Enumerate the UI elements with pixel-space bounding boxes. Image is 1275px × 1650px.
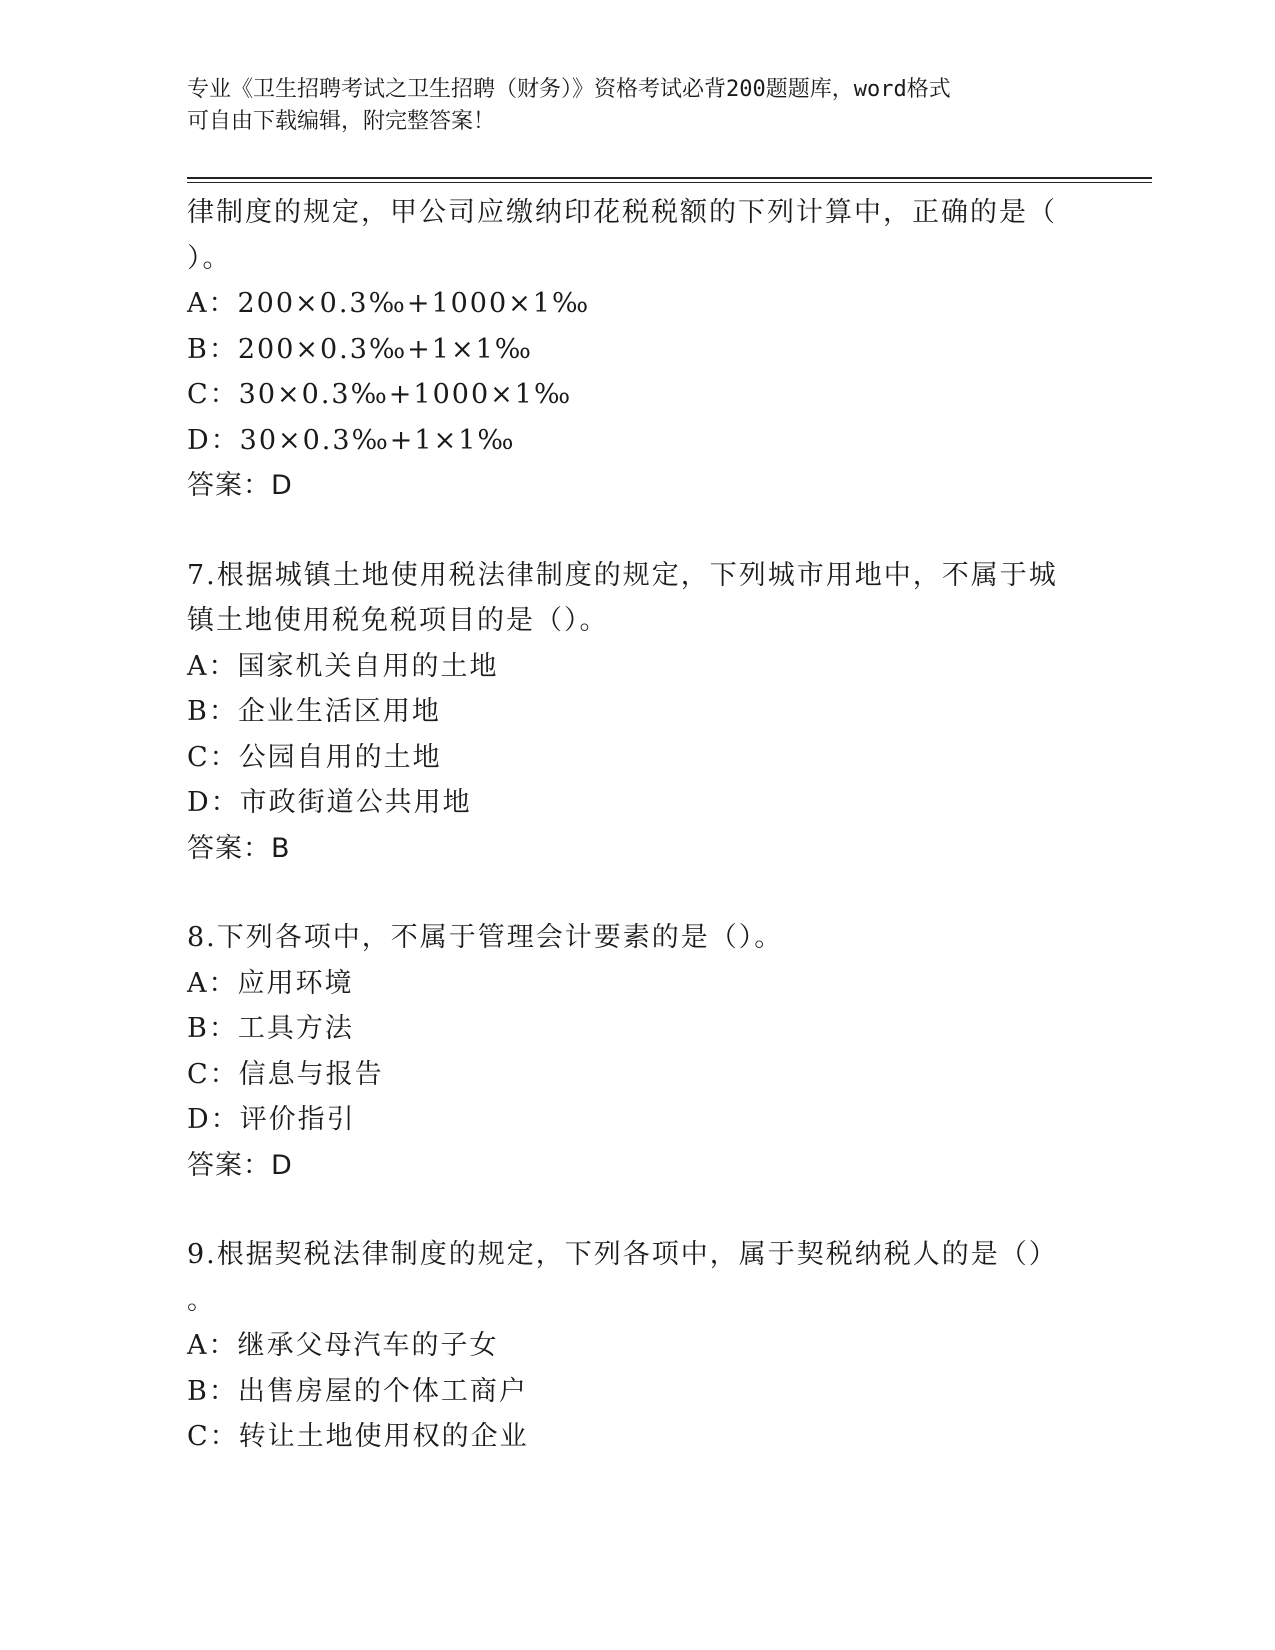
question-stem-line: 7.根据城镇土地使用税法律制度的规定，下列城市用地中，不属于城 <box>187 559 1058 591</box>
question-list <box>187 190 1067 1460</box>
answer-line: 答案：D <box>187 1149 293 1181</box>
question-stem-line: 镇土地使用税免税项目的是（）。 <box>187 605 609 636</box>
question-stem-line: 律制度的规定，甲公司应缴纳印花税税额的下列计算中，正确的是（ <box>187 197 1057 228</box>
question-8 <box>187 915 1067 1188</box>
spacer <box>187 871 1067 915</box>
question-6 <box>187 190 1067 509</box>
question-9 <box>187 1232 1067 1460</box>
answer-line: 答案：B <box>187 832 291 864</box>
option-b: B：工具方法 <box>187 1013 354 1044</box>
option-c: C：公园自用的土地 <box>187 741 442 773</box>
header-line-1: 专业《卫生招聘考试之卫生招聘（财务）》资格考试必背200题题库，word格式 <box>187 77 951 102</box>
option-b: B：企业生活区用地 <box>187 696 441 727</box>
question-stem-line: 8.下列各项中，不属于管理会计要素的是（）。 <box>187 922 784 953</box>
spacer <box>187 1188 1067 1232</box>
option-a: A：国家机关自用的土地 <box>187 650 499 682</box>
option-b: B：200×0.3‰+1×1‰ <box>187 333 533 365</box>
question-stem-line: ）。 <box>187 242 232 274</box>
spacer <box>187 509 1067 553</box>
answer-line: 答案：D <box>187 470 293 501</box>
option-a: A：继承父母汽车的子女 <box>187 1330 499 1361</box>
question-7 <box>187 553 1067 872</box>
header-divider-thin <box>187 182 1152 183</box>
option-c: C：30×0.3‰+1000×1‰ <box>187 379 573 410</box>
option-a: A：200×0.3‰+1000×1‰ <box>187 288 591 319</box>
option-c: C：转让土地使用权的企业 <box>187 1421 529 1452</box>
header-divider-thick <box>187 177 1152 179</box>
option-b: B：出售房屋的个体工商户 <box>187 1375 528 1407</box>
question-stem-line: 9.根据契税法律制度的规定，下列各项中，属于契税纳税人的是（） <box>187 1239 1058 1270</box>
option-a: A：应用环境 <box>187 967 354 999</box>
option-c: C：信息与报告 <box>187 1058 384 1090</box>
document-header <box>187 74 1087 138</box>
header-line-2: 可自由下载编辑，附完整答案！ <box>187 109 496 134</box>
option-d: D：评价指引 <box>187 1104 356 1135</box>
option-d: D：30×0.3‰+1×1‰ <box>187 424 516 456</box>
option-d: D：市政街道公共用地 <box>187 787 472 818</box>
question-stem-line: 。 <box>187 1284 216 1316</box>
